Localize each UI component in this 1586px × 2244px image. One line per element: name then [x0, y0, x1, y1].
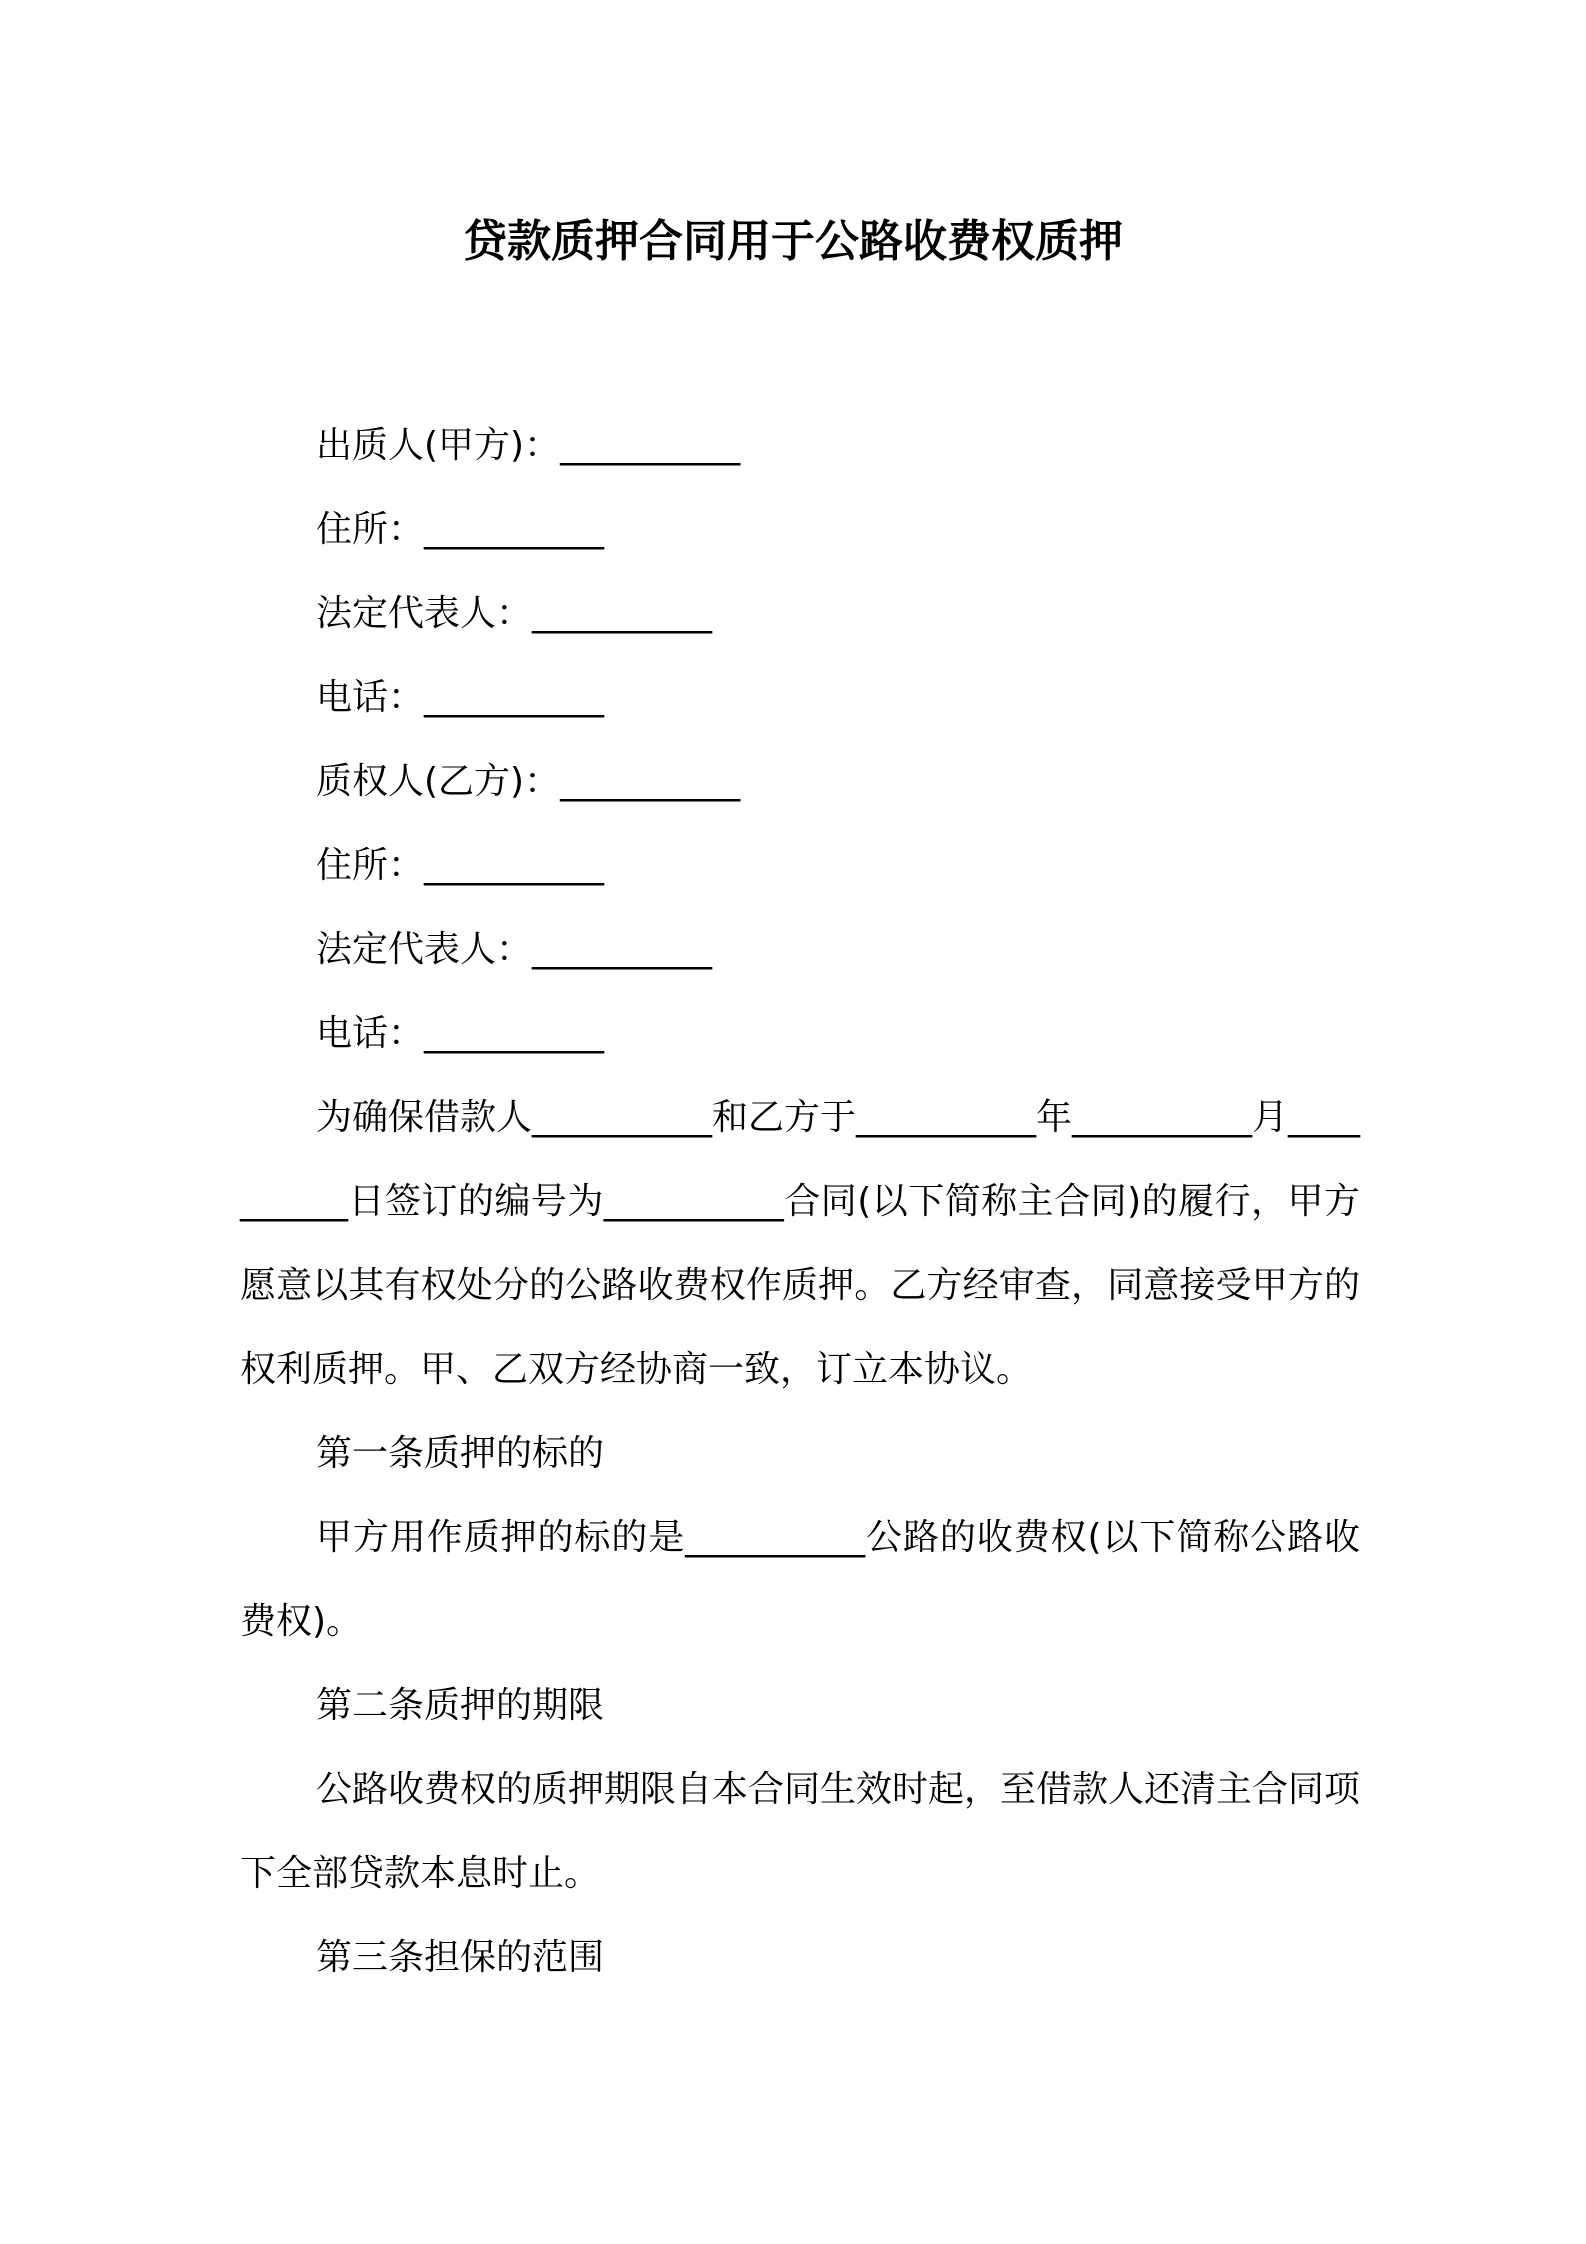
document-body: [240, 404, 1360, 2000]
article-1-text: 甲方用作质押的标的是__________公路的收费权(以下简称公路收费权)。: [240, 1517, 1360, 1642]
article-1-heading: 第一条质押的标的: [316, 1433, 605, 1474]
preamble-paragraph: 为确保借款人__________和乙方于__________年__________月__________日签订的编号为__________合同(以下简称主合同)的履行，甲方愿意以其有权处分的公路收费权作质押。乙方经审查，同意接受甲方的权利质押。甲、乙双方经协商一致，订立本协议。: [240, 1097, 1361, 1390]
pledgor-address-line: 住所：__________: [316, 509, 605, 550]
document-title: 贷款质押合同用于公路收费权质押: [463, 216, 1123, 267]
pledgee-legal-rep-line: 法定代表人：__________: [316, 929, 713, 970]
pledgee-address-line: 住所：__________: [316, 845, 605, 886]
pledgor-phone-line: 电话：__________: [316, 677, 605, 718]
pledgee-line: 质权人(乙方)：__________: [316, 761, 741, 802]
article-2-heading: 第二条质押的期限: [316, 1685, 605, 1726]
pledgee-phone-line: 电话：__________: [316, 1013, 605, 1054]
article-2-text: 公路收费权的质押期限自本合同生效时起，至借款人还清主合同项下全部贷款本息时止。: [240, 1769, 1361, 1894]
pledgor-legal-rep-line: 法定代表人：__________: [316, 593, 713, 634]
pledgor-line: 出质人(甲方)：__________: [316, 425, 741, 466]
article-3-heading: 第三条担保的范围: [316, 1937, 605, 1978]
